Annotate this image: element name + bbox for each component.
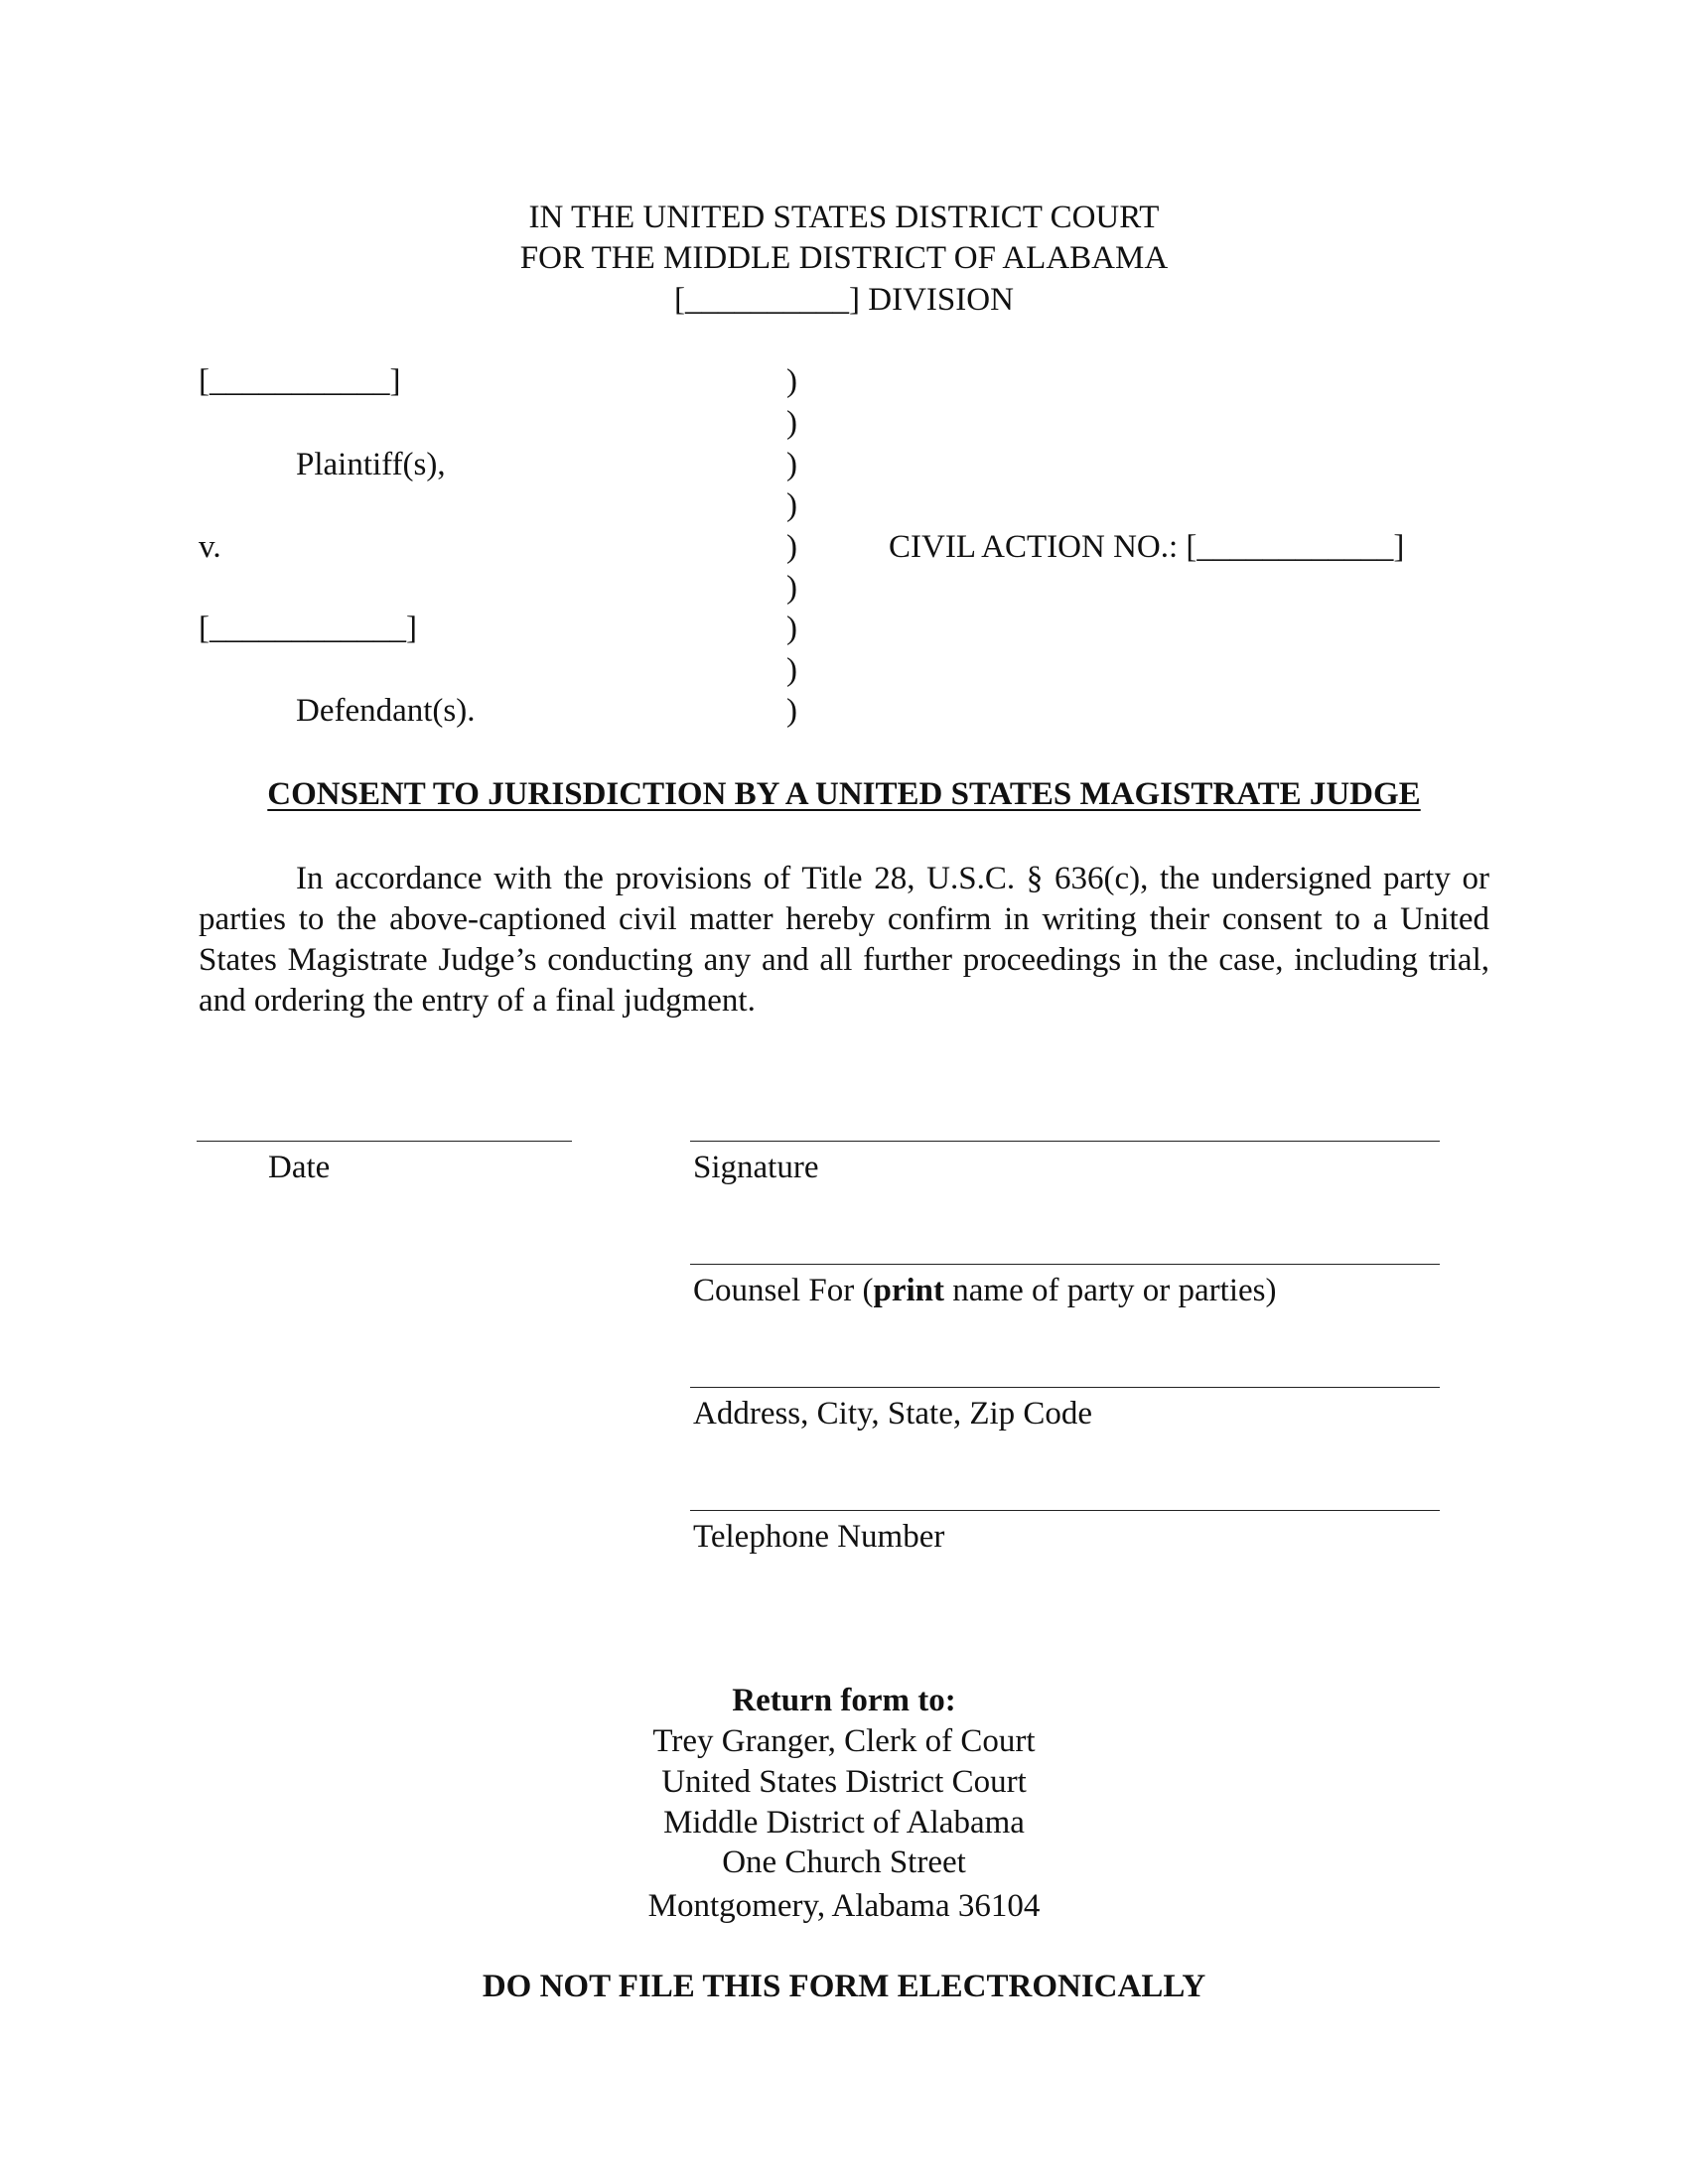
- counsel-prefix: Counsel For (: [693, 1273, 874, 1308]
- division-line: [__________] DIVISION: [674, 282, 1014, 318]
- caption-paren: ): [786, 405, 797, 441]
- do-not-file-notice: DO NOT FILE THIS FORM ELECTRONICALLY: [482, 1969, 1206, 2004]
- versus-label: v.: [199, 529, 221, 565]
- signature-line[interactable]: [690, 1141, 1440, 1142]
- caption-paren: ): [786, 487, 797, 523]
- address-label: Address, City, State, Zip Code: [693, 1396, 1093, 1432]
- counsel-for-line[interactable]: [690, 1264, 1440, 1265]
- caption-paren: ): [786, 611, 797, 646]
- return-clerk-line: Trey Granger, Clerk of Court: [652, 1723, 1036, 1759]
- document-title: CONSENT TO JURISDICTION BY A UNITED STATES MAGISTRATE JUDGE: [267, 776, 1421, 812]
- signature-label: Signature: [693, 1150, 819, 1185]
- return-district-line: Middle District of Alabama: [663, 1805, 1025, 1841]
- district-line: FOR THE MIDDLE DISTRICT OF ALABAMA: [519, 240, 1169, 276]
- plaintiff-name-blank: [___________]: [199, 363, 401, 399]
- caption-paren: ): [786, 693, 797, 729]
- civil-action-number: CIVIL ACTION NO.: [____________]: [889, 529, 1405, 565]
- plaintiff-label: Plaintiff(s),: [296, 447, 446, 482]
- court-name-line: IN THE UNITED STATES DISTRICT COURT: [528, 200, 1160, 235]
- date-line[interactable]: [197, 1141, 572, 1142]
- caption-paren: ): [786, 652, 797, 688]
- caption-paren: ): [786, 529, 797, 565]
- date-label: Date: [268, 1150, 331, 1185]
- address-line[interactable]: [690, 1387, 1440, 1388]
- telephone-label: Telephone Number: [693, 1519, 945, 1555]
- defendant-label: Defendant(s).: [296, 693, 476, 729]
- return-city-line: Montgomery, Alabama 36104: [647, 1888, 1041, 1924]
- telephone-line[interactable]: [690, 1510, 1440, 1511]
- consent-paragraph: [199, 859, 1489, 1022]
- counsel-print-emphasis: print: [873, 1273, 945, 1308]
- caption-paren: ): [786, 570, 797, 606]
- consent-paragraph-text: In accordance with the provisions of Title 28, U.S.C. § 636(c), the undersigned party or parties to the above-captioned civil matter hereby confirm in writing their consent to a United States Magistrate Judge’s conducting any and all further proceedings in the case, including trial, and ordering the entry of a final judgment.: [199, 861, 1489, 1019]
- return-heading: Return form to:: [732, 1683, 956, 1718]
- counsel-for-label: [693, 1275, 1276, 1307]
- defendant-name-blank: [____________]: [199, 611, 417, 646]
- return-court-line: United States District Court: [661, 1764, 1027, 1800]
- caption-paren: ): [786, 447, 797, 482]
- counsel-suffix: name of party or parties): [944, 1273, 1277, 1308]
- return-street-line: One Church Street: [722, 1844, 966, 1880]
- caption-paren: ): [786, 363, 797, 399]
